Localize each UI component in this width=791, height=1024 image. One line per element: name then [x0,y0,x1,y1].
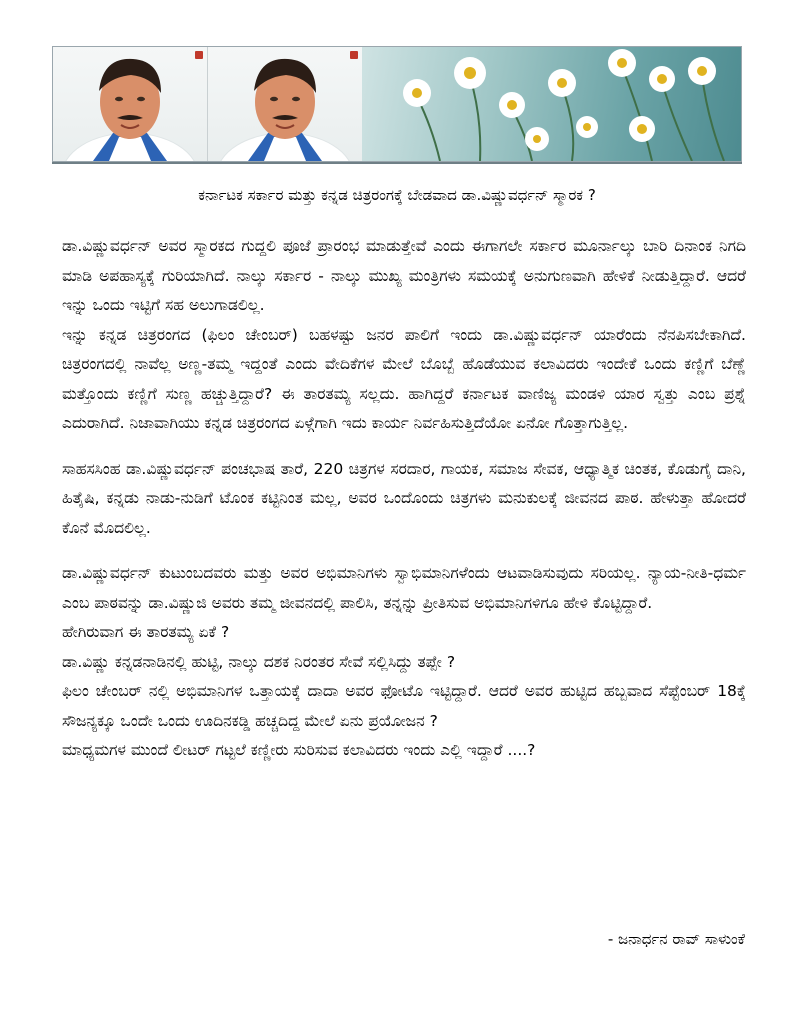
daisy-photo [362,47,741,161]
paragraph: ಡಾ.ವಿಷ್ಣುವರ್ಧನ್ ಅವರ ಸ್ಮಾರಕದ ಗುದ್ದಲಿ ಪೂಜೆ ಪ್ರಾರಂಭ ಮಾಡುತ್ತೇವೆ ಎಂದು ಈಗಾಗಲೇ ಸರ್ಕಾರ ಮೂರ್ನಾಲ್ಕು ಬಾರಿ ದಿನಾಂಕ ನಿಗದಿ ಮಾಡಿ ಅಪಹಾಸ್ಯಕ್ಕೆ ಗುರಿಯಾಗಿದೆ. ನಾಲ್ಕು ಸರ್ಕಾರ - ನಾಲ್ಕು ಮುಖ್ಯ ಮಂತ್ರಿಗಳು ಸಮಯಕ್ಕೆ ಅನುಗುಣವಾಗಿ ಹೇಳಿಕೆ ನೀಡುತ್ತಿದ್ದಾರೆ. ಆದರೆ ಇನ್ನು ಒಂದು ಇಟ್ಟಿಗೆ ಸಹ ಅಲುಗಾಡಲಿಲ್ಲ. [62,237,746,314]
paragraph: ಡಾ.ವಿಷ್ಣು ಕನ್ನಡನಾಡಿನಲ್ಲಿ ಹುಟ್ಟಿ, ನಾಲ್ಕು ದಶಕ ನಿರಂತರ ಸೇವೆ ಸಲ್ಲಿಸಿದ್ದು ತಪ್ಪೇ ? [62,652,456,671]
article-title: ಕರ್ನಾಟಕ ಸರ್ಕಾರ ಮತ್ತು ಕನ್ನಡ ಚಿತ್ರರಂಗಕ್ಕೆ ಬೇಡವಾದ ಡಾ.ವಿಷ್ಣುವರ್ಧನ್ ಸ್ಮಾರಕ ? [198,186,596,204]
header-banner [52,46,742,162]
author-signature: - ಜನಾರ್ಧನ ರಾವ್ ಸಾಳುಂಕೆ [607,930,745,948]
header-divider [52,162,742,164]
paragraph: ಹೇಗಿರುವಾಗ ಈ ತಾರತಮ್ಯ ಏಕೆ ? [62,623,230,641]
portrait-photo-left [53,47,207,161]
portrait-photo-right [207,47,362,161]
paragraph: ಸಾಹಸಸಿಂಹ ಡಾ.ವಿಷ್ಣುವರ್ಧನ್ ಪಂಚಭಾಷ ತಾರೆ, 220 ಚಿತ್ರಗಳ ಸರದಾರ, ಗಾಯಕ, ಸಮಾಜ ಸೇವಕ, ಆಧ್ಯಾತ್ಮಿಕ ಚಿಂತಕ, ಕೊಡುಗೈ ದಾನಿ, ಹಿತೈಷಿ, ಕನ್ನಡು ನಾಡು-ನುಡಿಗೆ ಟೊಂಕ ಕಟ್ಟಿನಿಂತ ಮಲ್ಲ, ಅವರ ಒಂದೊಂದು ಚಿತ್ರಗಳು ಮನುಕುಲಕ್ಕೆ ಜೀವನದ ಪಾಠ. ಹೇಳುತ್ತಾ ಹೋದರೆ ಕೊನೆ ಮೊದಲಿಲ್ಲ. [62,459,746,537]
daisy-icon [403,49,716,151]
article-body [62,232,746,766]
logo-icon [195,51,203,59]
paragraph: ಮಾಧ್ಯಮಗಳ ಮುಂದೆ ಲೀಟರ್ ಗಟ್ಟಲೆ ಕಣ್ಣೀರು ಸುರಿಸುವ ಕಲಾವಿದರು ಇಂದು ಎಲ್ಲಿ ಇದ್ದಾರೆ ....? [62,741,536,759]
paragraph: ಡಾ.ವಿಷ್ಣುವರ್ಧನ್ ಕುಟುಂಬದವರು ಮತ್ತು ಅವರ ಅಭಿಮಾನಿಗಳು ಸ್ವಾಭಿಮಾನಿಗಳೆಂದು ಆಟವಾಡಿಸುವುದು ಸರಿಯಲ್ಲ. ನ್ಯಾಯ-ನೀತಿ-ಧರ್ಮ ಎಂಬ ಪಾಠವನ್ನು ಡಾ.ವಿಷ್ಣುಜಿ ಅವರು ತಮ್ಮ ಜೀವನದಲ್ಲಿ ಪಾಲಿಸಿ, ತನ್ನನ್ನು ಪ್ರೀತಿಸುವ ಅಭಿಮಾನಿಗಳಿಗೂ ಹೇಳಿ ಕೊಟ್ಟಿದ್ದಾರೆ. [62,564,746,612]
paragraph: ಫಿಲಂ ಚೇಂಬರ್ ನಲ್ಲಿ ಅಭಿಮಾನಿಗಳ ಒತ್ತಾಯಕ್ಕೆ ದಾದಾ ಅವರ ಫೋಟೊ ಇಟ್ಟಿದ್ದಾರೆ. ಆದರೆ ಅವರ ಹುಟ್ಟಿದ ಹಬ್ಬವಾದ ಸೆಪ್ಟೆಂಬರ್ 18ಕ್ಕೆ ಸೌಜನ್ಯಕ್ಕೂ ಒಂದೇ ಒಂದು ಊದಿನಕಡ್ಡಿ ಹಚ್ಚದಿದ್ದ ಮೇಲೆ ಏನು ಪ್ರಯೋಜನ ? [62,682,746,730]
logo-icon [350,51,358,59]
paragraph: ಇನ್ನು ಕನ್ನಡ ಚಿತ್ರರಂಗದ (ಫಿಲಂ ಚೇಂಬರ್) ಬಹಳಷ್ಟು ಜನರ ಪಾಲಿಗೆ ಇಂದು ಡಾ.ವಿಷ್ಣುವರ್ಧನ್ ಯಾರೆಂದು ನೆನಪಿಸಬೇಕಾಗಿದೆ. ಚಿತ್ರರಂಗದಲ್ಲಿ ನಾವೆಲ್ಲ ಅಣ್ಣ-ತಮ್ಮ ಇದ್ದಂತೆ ಎಂದು ವೇದಿಕೆಗಳ ಮೇಲೆ ಬೊಬ್ಬೆ ಹೊಡೆಯುವ ಕಲಾವಿದರು ಇಂದೇಕೆ ಒಂದು ಕಣ್ಣಿಗೆ ಬೆಣ್ಣೆ ಮತ್ತೊಂದು ಕಣ್ಣಿಗೆ ಸುಣ್ಣ ಹಚ್ಚುತ್ತಿದ್ದಾರೆ? ಈ ತಾರತಮ್ಯ ಸಲ್ಲದು. ಹಾಗಿದ್ದರೆ ಕರ್ನಾಟಕ ವಾಣಿಜ್ಯ ಮಂಡಳಿ ಯಾರ ಸ್ವತ್ತು ಎಂಬ ಪ್ರಶ್ನೆ ಎದುರಾಗಿದೆ. ನಿಜಾವಾಗಿಯು ಕನ್ನಡ ಚಿತ್ರರಂಗದ ಏಳ್ಗೆಗಾಗಿ ಇದು ಕಾರ್ಯ ನಿರ್ವಹಿಸುತ್ತಿದೆಯೋ ಏನೋ ಗೊತ್ತಾಗುತ್ತಿಲ್ಲ. [62,325,746,432]
